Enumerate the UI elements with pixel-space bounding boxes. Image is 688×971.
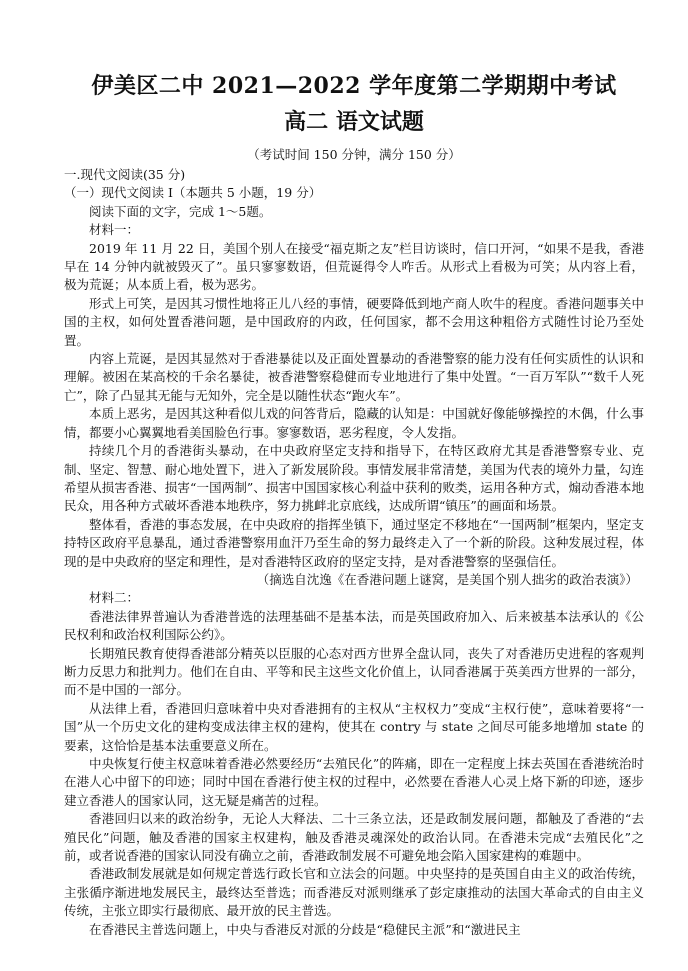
material-two-paragraph: 在香港民主普选问题上，中央与香港反对派的分歧是“稳健民主派”和“激进民主 [89,921,521,937]
material-one-paragraph: 形式上可笑，是因其习惯性地将正儿八经的事情，硬要降低到地产商人吹牛的程度。香港问题事关中国的主权，如何处置香港问题，是中国政府的内政，任何国家，都不会用这种粗俗方式随性讨论乃至处置。 [64,295,644,348]
material-two-paragraph: 从法律上看，香港回归意味着中央对香港拥有的主权从“主权权力”变成“主权行使”，意味着要将“一国”从一个历史文化的建构变成法律主权的建构，使其在 contry 与 state 之间尽可能多地增加 state 的要素，这恰恰是基本法重要意义所在。 [64,700,644,753]
exam-title: 伊美区二中 2021—2022 学年度第二学期期中考试 [91,73,617,99]
section-heading: 一.现代文阅读(35 分) [64,167,186,182]
exam-time-info: （考试时间 150 分钟，满分 150 分） [247,147,461,162]
exam-subtitle: 高二 语文试题 [284,109,424,135]
material-two-paragraph: 香港回归以来的政治纷争，无论人大释法、二十三条立法，还是政制发展问题，都触及了香港的“去殖民化”问题，触及香港的国家主权建构，触及香港灵魂深处的政治认同。在香港未完成“去殖民化”之前，或者说香港的国家认同没有确立之前，香港政制发展不可避免地会陷入国家建构的难题中。 [64,811,644,864]
material-two-paragraph: 中央恢复行使主权意味着香港必然要经历“去殖民化”的阵痛，即在一定程度上抹去英国在香港统治时在港人心中留下的印迹；同时中国在香港行使主权的过程中，必然要在香港人心灵上烙下新的印迹，逐步建立香港人的国家认同，这无疑是痛苦的过程。 [64,756,644,808]
material-one-label: 材料一： [89,222,140,238]
material-two-paragraph: 香港政制发展就是如何规定普选行政长官和立法会的问题。中央坚持的是英国自由主义的政治传统，主张循序渐进地发展民主，最终达至普选；而香港反对派则继承了彭定康推动的法国大革命式的自由主义传统，主张立即实行最彻底、最开放的民主普选。 [64,866,644,919]
material-one-paragraph: 内容上荒诞，是因其显然对于香港暴徒以及正面处置暴动的香港警察的能力没有任何实质性的认识和理解。被困在某高校的千余名暴徒，被香港警察稳健而专业地进行了集中处置。“一百万军队”“数千人死亡”，除了凸显其无能与无知外，完全是以随性状态“跑火车”。 [64,351,644,403]
material-one-paragraph: 2019 年 11 月 22 日，美国个别人在接受“福克斯之友”栏目访谈时，信口开河，“如果不是我，香港早在 14 分钟内就被毁灭了”。虽只寥寥数语，但荒诞得令人咋舌。从形式上看极为可笑；从内容上看，极为荒诞；从本质上看，极为恶劣。 [64,240,644,293]
material-one-paragraph: 整体看，香港的事态发展，在中央政府的指挥坐镇下，通过坚定不移地在“一国两制”框架内，坚定支持特区政府平息暴乱，通过香港警察用血汗乃至生命的努力最终走入了一个新的阶段。这种发展过程，体现的是中央政府的坚定和理性，是对香港特区政府的坚定支持，是对香港警察的坚强信任。 [64,516,644,569]
exam-body [64,166,644,939]
part-heading: （一）现代文阅读 I（本题共 5 小题，19 分） [64,185,322,201]
material-one-paragraph: 持续几个月的香港街头暴动，在中央政府坚定支持和指导下，在特区政府尤其是香港警察专业、克制、坚定、智慧、耐心地处置下，进入了新发展阶段。事情发展非常清楚，美国为代表的境外力量，勾连希望从损害香港、损害“一国两制”、损害中国国家核心利益中获利的败类，运用各种方式，煽动香港本地民众，用各种方式破坏香港本地秩序，努力挑衅北京底线，达成所谓“镇压”的画面和场景。 [64,443,644,514]
reading-instruction: 阅读下面的文字，完成 1～5题。 [89,203,272,219]
material-one-paragraph: 本质上恶劣，是因其这种看似儿戏的问答背后，隐藏的认知是：中国就好像能够操控的木偶，什么事情，都要小心翼翼地看美国脸色行事。寥寥数语，恶劣程度，令人发指。 [64,406,644,440]
material-two-paragraph: 长期殖民教育使得香港部分精英以臣服的心态对西方世界全盘认同，丧失了对香港历史进程的客观判断力反思力和批判力。他们在自由、平等和民主这些文化价值上，认同香港属于英美西方世界的一部分，而不是中国的一部分。 [64,645,644,698]
material-one-source: （摘选自沈逸《在香港问题上谜窝，是美国个别人拙劣的政治表演》） [256,571,638,587]
material-two-label: 材料二： [89,590,140,606]
material-two-paragraph: 香港法律界普遍认为香港普选的法理基础不是基本法，而是英国政府加入、后来被基本法承认的《公民权利和政治权利国际公约》。 [64,608,644,643]
